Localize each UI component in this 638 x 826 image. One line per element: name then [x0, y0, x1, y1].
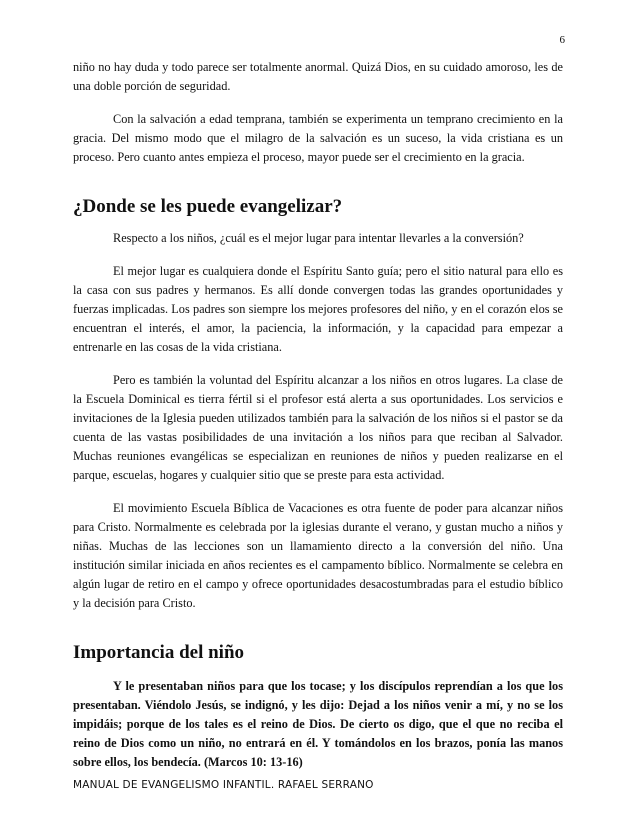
- paragraph: Respecto a los niños, ¿cuál es el mejor lugar para intentar llevarles a la conversión?: [113, 231, 524, 245]
- section-heading: ¿Donde se les puede evangelizar?: [73, 196, 343, 217]
- page-number: 6: [559, 34, 565, 46]
- paragraph: niño no hay duda y todo parece ser totalmente anormal. Quizá Dios, en su cuidado amoroso, les de una doble porción de seguridad.: [73, 60, 563, 93]
- document-body: [73, 58, 563, 786]
- paragraph: Pero es también la voluntad del Espíritu alcanzar a los niños en otros lugares. La clase de la Escuela Dominical es tierra fértil si el profesor está alerta a sus oportunidades. Los servicios e invitaciones de la Iglesia pueden utilizados también para la salvación de los niños si el pastor se da cuenta de las vastas posibilidades de una invitación a los niños para que reciban al Salvador. Muchas reuniones evangélicas se especializan en reuniones de niños y pueden realizarse en el parque, escuelas, hogares y cualquier sitio que se preste para esta actividad.: [73, 373, 563, 482]
- bible-quote: Y le presentaban niños para que los tocase; y los discípulos reprendían a los que los presentaban. Viéndolo Jesús, se indignó, y les dijo: Dejad a los niños venir a mí, y no se los impidáis; porque de los tales es el reino de Dios. De cierto os digo, que el que no reciba el reino de Dios como un niño, no entrará en él. Y tomándolos en los brazos, ponía las manos sobre ellos, los bendecía. (Marcos 10: 13-16): [73, 679, 563, 769]
- paragraph: Con la salvación a edad temprana, también se experimenta un temprano crecimiento en la gracia. Del mismo modo que el milagro de la salvación es un suceso, la vida cristiana es un proceso. Pero cuanto antes empieza el proceso, mayor puede ser el crecimiento en la gracia.: [73, 112, 563, 164]
- paragraph: El movimiento Escuela Bíblica de Vacaciones es otra fuente de poder para alcanzar niños para Cristo. Normalmente es celebrada por la iglesias durante el verano, y gustan mucho a niños y niñas. Muchas de las lecciones son un llamamiento directo a la conversión del niño. Una institución similar iniciada en años recientes es el campamento bíblico. Normalmente se celebra en algún lugar de retiro en el campo y ofrece oportunidades desacostumbradas para el estudio bíblico y la decisión para Cristo.: [73, 501, 563, 610]
- paragraph: El mejor lugar es cualquiera donde el Espíritu Santo guía; pero el sitio natural para ello es la casa con sus padres y hermanos. Es allí donde convergen todas las grandes oportunidades y fuerzas implicadas. Los padres son siempre los mejores profesores del niño, y en el corazón elos se encuentran el interés, el amor, la paciencia, la información, y la capacidad para empezar a entrenarle en las cosas de la vida cristiana.: [73, 264, 563, 354]
- section-heading: Importancia del niño: [73, 642, 245, 663]
- page-footer: MANUAL DE EVANGELISMO INFANTIL. RAFAEL SERRANO: [73, 779, 374, 791]
